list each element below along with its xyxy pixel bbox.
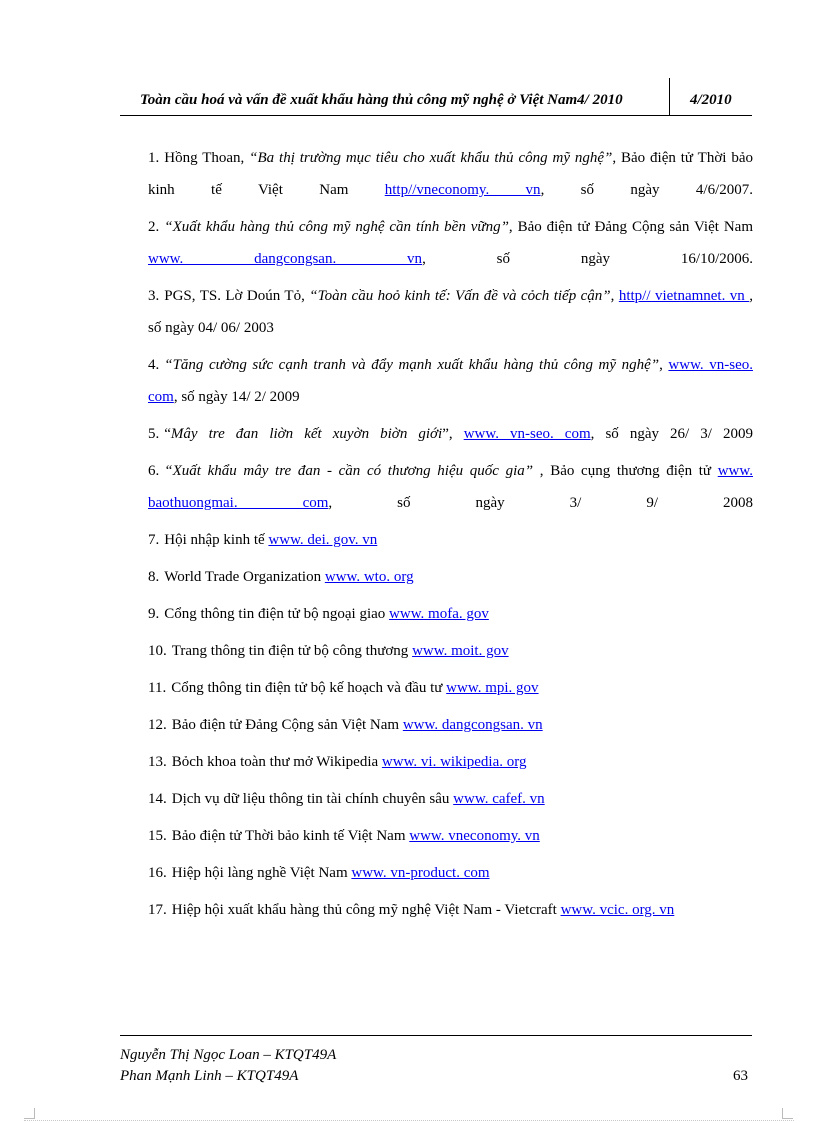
reference-item: 16. Hiệp hội làng nghề Việt Nam www. vn-product. com <box>148 865 490 881</box>
reference-link[interactable]: www. cafef. vn <box>453 791 545 807</box>
reference-text: 5. “Mây tre đan liờn kết xuyờn biờn giới”, www. vn-seo. com, số ngày 26/ 3/ 2009 <box>148 426 753 442</box>
reference-text: 2. “Xuất khẩu hàng thủ công mỹ nghệ cần tính bền vững”, Bảo điện tử Đảng Cộng sản Việt Nam www. dangcongsan. vn, số ngày 16/10/2006. <box>148 219 753 267</box>
reference-text: 3. PGS, TS. Lờ Doún Tỏ, “Toàn cầu hoỏ kinh tế: Vấn đề và cỏch tiếp cận”, http// vietnamnet. vn , số ngày 04/ 06/ 2003 <box>148 288 753 336</box>
reference-item: 15. Bảo điện tử Thời bảo kinh tế Việt Nam www. vneconomy. vn <box>148 828 540 844</box>
reference-link[interactable]: www. wto. org <box>324 569 414 585</box>
header-year: 4/2010 <box>690 92 732 108</box>
reference-item: 8. World Trade Organization www. wto. org <box>148 569 414 585</box>
reference-item: 12. Bảo điện tử Đảng Cộng sản Việt Nam www. dangcongsan. vn <box>148 717 543 733</box>
reference-item: 14. Dịch vụ dữ liệu thông tin tài chính chuyên sâu www. cafef. vn <box>148 791 545 807</box>
crop-mark-left <box>24 1108 35 1119</box>
footer-author-2: Phan Mạnh Linh – KTQT49A <box>120 1068 299 1084</box>
reference-link[interactable]: www. dangcongsan. vn <box>402 717 543 733</box>
reference-item: 11. Cổng thông tin điện tử bộ kế hoạch và đầu tư www. mpi. gov <box>148 680 539 696</box>
page-number: 63 <box>733 1068 748 1084</box>
footer-author-1: Nguyễn Thị Ngọc Loan – KTQT49A <box>120 1047 337 1063</box>
reference-text: 6. “Xuất khẩu mây tre đan - cần có thương hiệu quốc gia” , Bảo cụng thương điện tử www. baothuongmai. com, số ngày 3/ 9/ 2008 <box>148 463 753 511</box>
reference-link[interactable]: www. dei. gov. vn <box>268 532 378 548</box>
reference-list <box>120 142 753 931</box>
footer-rule <box>120 1035 752 1036</box>
reference-item <box>120 211 753 275</box>
reference-item <box>120 142 753 206</box>
reference-text: 4. “Tăng cường sức cạnh tranh và đẩy mạnh xuất khẩu hàng thủ công mỹ nghệ”, www. vn-seo. com, số ngày 14/ 2/ 2009 <box>148 357 753 405</box>
reference-item: 9. Cổng thông tin điện tử bộ ngoại giao www. mofa. gov <box>148 606 489 622</box>
reference-item <box>120 280 753 344</box>
reference-link[interactable]: www. vn-seo. com <box>148 357 753 405</box>
crop-mark-right <box>782 1108 793 1119</box>
reference-link[interactable]: www. vn-product. com <box>351 865 490 881</box>
header-rule <box>120 115 752 116</box>
reference-text: 1. Hồng Thoan, “Ba thị trường mục tiêu cho xuất khẩu thủ công mỹ nghệ”, Bảo điện tử Thời bảo kinh tế Việt Nam http//vneconomy. vn, số ngày 4/6/2007. <box>148 150 753 198</box>
reference-link[interactable]: www. moit. gov <box>412 643 509 659</box>
reference-item <box>120 349 753 413</box>
header-title: Toàn cầu hoá và vấn đề xuất khẩu hàng thủ công mỹ nghệ ở Việt Nam4/ 2010 <box>140 92 623 108</box>
reference-link[interactable]: www. mofa. gov <box>389 606 489 622</box>
reference-link[interactable]: http// vietnamnet. vn <box>618 288 750 304</box>
reference-link[interactable]: www. vcic. org. vn <box>560 902 675 918</box>
reference-item: 7. Hội nhập kinh tế www. dei. gov. vn <box>148 532 378 548</box>
reference-link[interactable]: www. vi. wikipedia. org <box>381 754 527 770</box>
reference-link[interactable]: www. dangcongsan. vn <box>148 251 423 267</box>
reference-item <box>120 455 753 519</box>
page-boundary <box>24 1120 794 1121</box>
reference-item: 13. Bỏch khoa toàn thư mở Wikipedia www. vi. wikipedia. org <box>148 754 527 770</box>
reference-link[interactable]: www. baothuongmai. com <box>148 463 753 511</box>
reference-link[interactable]: http//vneconomy. vn <box>384 182 541 198</box>
header-divider <box>669 78 670 116</box>
reference-link[interactable]: www. vneconomy. vn <box>409 828 540 844</box>
reference-item: 17. Hiệp hội xuất khẩu hàng thủ công mỹ nghệ Việt Nam - Vietcraft www. vcic. org. vn <box>148 902 675 918</box>
reference-item <box>120 418 753 450</box>
reference-item: 10. Trang thông tin điện tử bộ công thương www. moit. gov <box>148 643 509 659</box>
reference-link[interactable]: www. vn-seo. com <box>463 426 591 442</box>
reference-link[interactable]: www. mpi. gov <box>446 680 539 696</box>
